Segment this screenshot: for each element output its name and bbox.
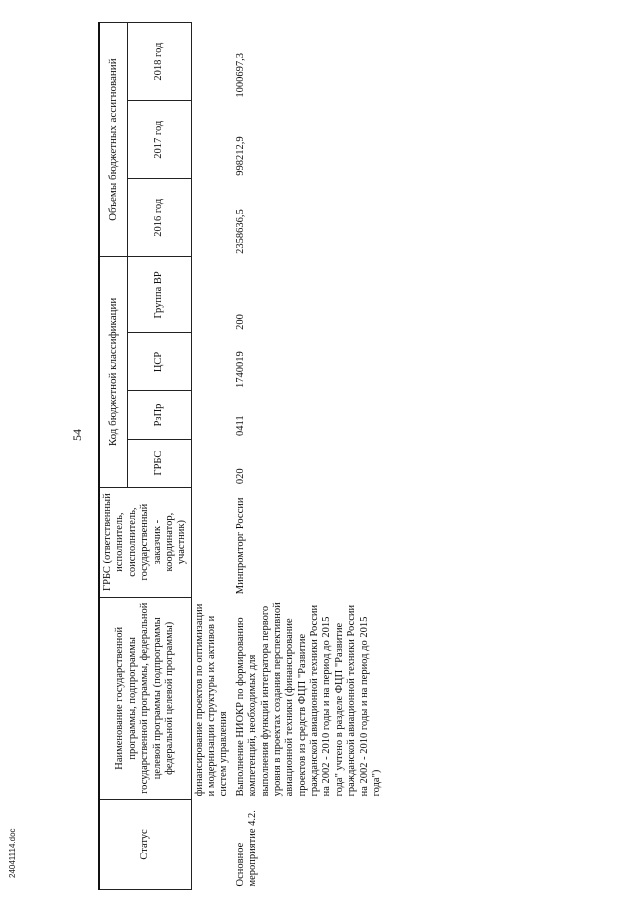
header-status: Статус (99, 799, 191, 889)
budget-table (98, 22, 385, 890)
row-status (191, 799, 233, 889)
row-code-vr: 200 (234, 314, 246, 330)
row-code-vr (191, 257, 233, 333)
document-code: 24041114.doc (8, 828, 17, 878)
row-vol-2016 (191, 179, 233, 257)
header-code-grbs: ГРБС (127, 439, 191, 487)
table-row (233, 23, 386, 890)
row-grbs: Минпромторг России (234, 497, 246, 595)
row-vol-2018: 1000697,3 (234, 53, 246, 98)
row-code-grbs: 020 (234, 468, 246, 485)
row-code-grbs (191, 439, 233, 487)
header-code-csr: ЦСР (127, 333, 191, 391)
header-year-2016: 2016 год (127, 179, 191, 257)
table-row (191, 23, 233, 890)
header-year-2018: 2018 год (127, 23, 191, 101)
header-program-name: Наименование государственной программы, подпрограммы государственной программы, федеральной целевой программы (подпрограммы федеральной целевой программы) (99, 597, 191, 799)
row-name: финансирование проектов по оптимизации и модернизации структуры их активов и систем управления (193, 603, 230, 797)
row-status: Основное мероприятие 4.2. (234, 810, 259, 887)
row-code-csr: 1740019 (234, 351, 246, 388)
row-vol-2017 (191, 101, 233, 179)
row-vol-2018 (191, 23, 233, 101)
row-code-csr (191, 333, 233, 391)
header-volume-group: Объемы бюджетных ассигнований (99, 23, 127, 257)
row-grbs (191, 487, 233, 597)
row-vol-2016: 2358636,5 (234, 209, 246, 254)
page-number: 54 (70, 429, 84, 441)
header-grbs: ГРБС (ответственный исполнитель, соисполнитель, государственный заказчик - координатор, участник) (99, 487, 191, 597)
row-vol-2017: 998212,9 (234, 136, 246, 176)
header-year-2017: 2017 год (127, 101, 191, 179)
row-code-rzpr (191, 391, 233, 439)
row-name: Выполнение НИОКР по формированию компетенций, необходимых для выполнения функций интегратора первого уровня в проектах создания перспективной авиационной техники (финансирование проектов из средств ФЦП "Развитие гражданской авиационной техники России на 2002 - 2010 годы и на период до 2015 года" учтено в разделе ФЦП "Развитие гражданской авиационной техники России на 2002 - 2010 годы и на период до 2015 года") (234, 602, 382, 797)
header-code-rzpr: РзПр (127, 391, 191, 439)
header-code-group: Код бюджетной классификации (99, 257, 127, 487)
rotated-page (70, 22, 630, 890)
header-code-vr: Группа ВР (127, 257, 191, 333)
row-code-rzpr: 0411 (234, 415, 246, 437)
